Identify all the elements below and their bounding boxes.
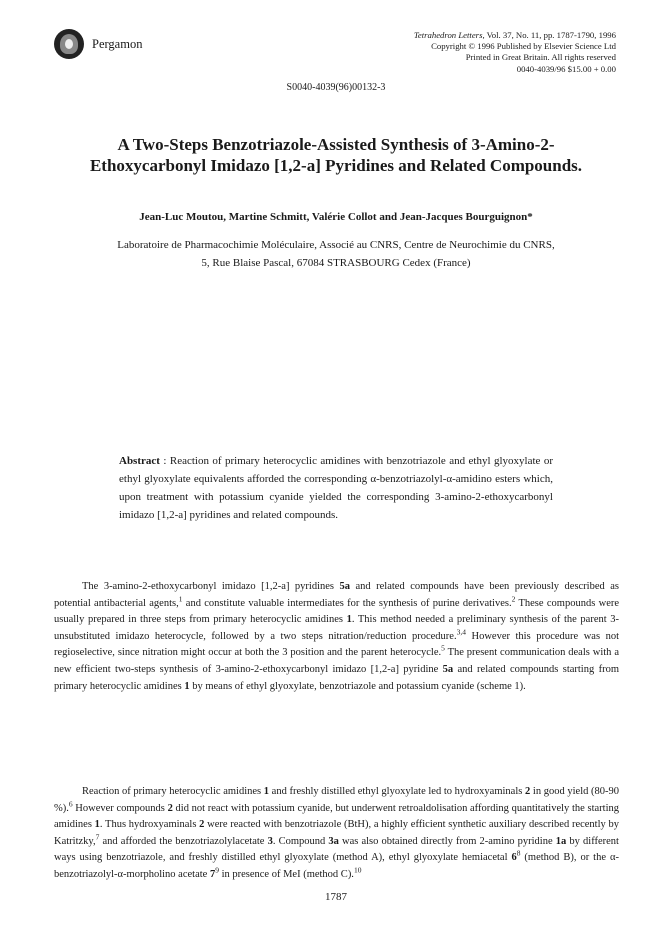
text-span: and afforded the benzotriazolylacetate xyxy=(99,835,268,847)
body-paragraph-2 xyxy=(54,784,619,884)
copyright-line: Copyright © 1996 Published by Elsevier Science Ltd xyxy=(431,41,616,52)
author-list: Jean-Luc Moutou, Martine Schmitt, Valérie Collot and Jean-Jacques Bourguignon* xyxy=(139,211,533,223)
text-span: by means of ethyl glyoxylate, benzotriazole and potassium cyanide (scheme 1). xyxy=(189,680,526,692)
citation-ref: 9 xyxy=(215,865,219,875)
abstract xyxy=(119,452,553,524)
affiliation xyxy=(0,236,672,272)
publisher-name: Pergamon xyxy=(92,36,143,51)
journal-volume: , Vol. 37, No. 11, pp. 1787-1790, 1996 xyxy=(482,30,616,40)
citation-ref: 1 xyxy=(178,594,183,604)
compound-ref: 5a xyxy=(339,581,350,592)
compound-ref: 1 xyxy=(184,680,190,692)
compound-ref: 7 xyxy=(209,868,216,880)
publisher-block xyxy=(54,29,142,59)
citation-ref: 2 xyxy=(511,594,516,604)
compound-ref: 2 xyxy=(525,786,531,797)
compound-ref: 3 xyxy=(267,835,273,847)
abstract-label: Abstract xyxy=(119,455,160,467)
text-span: and freshly distilled ethyl glyoxylate led to hydroxyaminals xyxy=(269,786,525,797)
compound-ref: 2 xyxy=(167,802,173,814)
compound-ref: 1 xyxy=(263,786,270,797)
text-span: and constitute valuable intermediates for the synthesis of purine derivatives. xyxy=(182,597,512,609)
text-span: Reaction of primary heterocyclic amidines xyxy=(82,786,264,797)
affiliation-line-1: Laboratoire de Pharmacochimie Moléculaire, Associé au CNRS, Centre de Neurochimie du CNRS, xyxy=(117,239,555,251)
doi-identifier: S0040-4039(96)00132-3 xyxy=(286,82,386,93)
compound-ref: 6 xyxy=(511,852,517,864)
citation-ref: 8 xyxy=(516,848,521,858)
citation-ref: 10 xyxy=(353,865,362,875)
text-span: . Compound xyxy=(272,835,329,847)
body-paragraph-1 xyxy=(54,579,619,695)
text-span: The 3-amino-2-ethoxycarbonyl imidazo [1,2-a] pyridines xyxy=(82,581,340,592)
text-span: did not react with potassium cyanide, but underwent retroaldolisation affording quantitatively the starting amidines xyxy=(54,802,619,831)
text-span: . Thus hydroxyaminals xyxy=(99,819,200,831)
text-span: However compounds xyxy=(72,802,168,814)
compound-ref: 1 xyxy=(94,819,100,831)
citation-ref: 6 xyxy=(68,799,73,809)
text-span: and related compounds have been previously described as potential antibacterial agents, xyxy=(54,581,619,609)
citation-ref: 7 xyxy=(95,832,100,842)
abstract-text: : Reaction of primary heterocyclic amidines with benzotriazole and ethyl glyoxylate or ethyl glyoxylate equivalents afforded the corresponding α-benzotriazolyl-α-amidino esters which, upon treatment with potassium cyanide yielded the corresponding 3-amino-2-ethoxycarbonyl imidazo [1,2-a] pyridines and related compounds. xyxy=(119,455,553,521)
text-span: . This method needed a preliminary synthesis of the parent 3-unsubstituted imidazo heterocycle, followed by a two steps nitration/reduction procedure. xyxy=(54,614,620,642)
printed-line: Printed in Great Britain. All rights reserved xyxy=(465,52,616,63)
compound-ref: 2 xyxy=(199,819,205,831)
compound-ref: 3a xyxy=(328,835,339,847)
text-span: was also obtained directly from 2-amino pyridine xyxy=(338,835,556,847)
pergamon-logo-icon xyxy=(54,29,84,59)
text-span: The present communication deals with a new efficient two-steps synthesis of 3-amino-2-ethoxycarbonyl imidazo [1,2-a] pyridine xyxy=(54,647,619,675)
title-line-2: Ethoxycarbonyl Imidazo [1,2-a] Pyridines and Related Compounds. xyxy=(89,156,583,175)
journal-name: Tetrahedron Letters xyxy=(413,30,483,40)
text-span: (method B), or the α-benzotriazolyl-α-morpholino acetate xyxy=(54,852,619,880)
compound-ref: 5a xyxy=(442,663,454,675)
text-span: in good yield (80-90 %). xyxy=(54,786,620,814)
journal-citation xyxy=(316,30,616,41)
text-span: However this procedure was not regioselective, since nitration might occur at both the 3 position and the parent heterocycle. xyxy=(54,630,619,659)
text-span: and related compounds starting from primary heterocyclic amidines xyxy=(54,663,619,692)
text-span: These compounds were usually prepared in three steps from primary heterocyclic amidines xyxy=(54,597,620,626)
citation-ref: 3,4 xyxy=(456,627,466,637)
page-number: 1787 xyxy=(325,891,347,903)
compound-ref: 1 xyxy=(346,614,352,626)
article-title xyxy=(40,134,632,176)
citation-ref: 5 xyxy=(441,643,445,653)
text-span: were reacted with benzotriazole (BtH), a highly efficient synthetic auxiliary described recently by Katritzky, xyxy=(54,819,619,847)
journal-info xyxy=(316,30,616,75)
text-span: by different ways using benzotriazole, and freshly distilled ethyl glyoxylate (method A), ethyl glyoxylate hemiacetal xyxy=(54,835,619,864)
text-span: in presence of MeI (method C). xyxy=(218,868,354,880)
affiliation-line-2: 5, Rue Blaise Pascal, 67084 STRASBOURG Cedex (France) xyxy=(201,257,471,269)
compound-ref: 1a xyxy=(555,835,567,847)
title-line-1: A Two-Steps Benzotriazole-Assisted Synthesis of 3-Amino-2- xyxy=(117,135,555,154)
price-line: 0040-4039/96 $15.00 + 0.00 xyxy=(516,63,616,74)
